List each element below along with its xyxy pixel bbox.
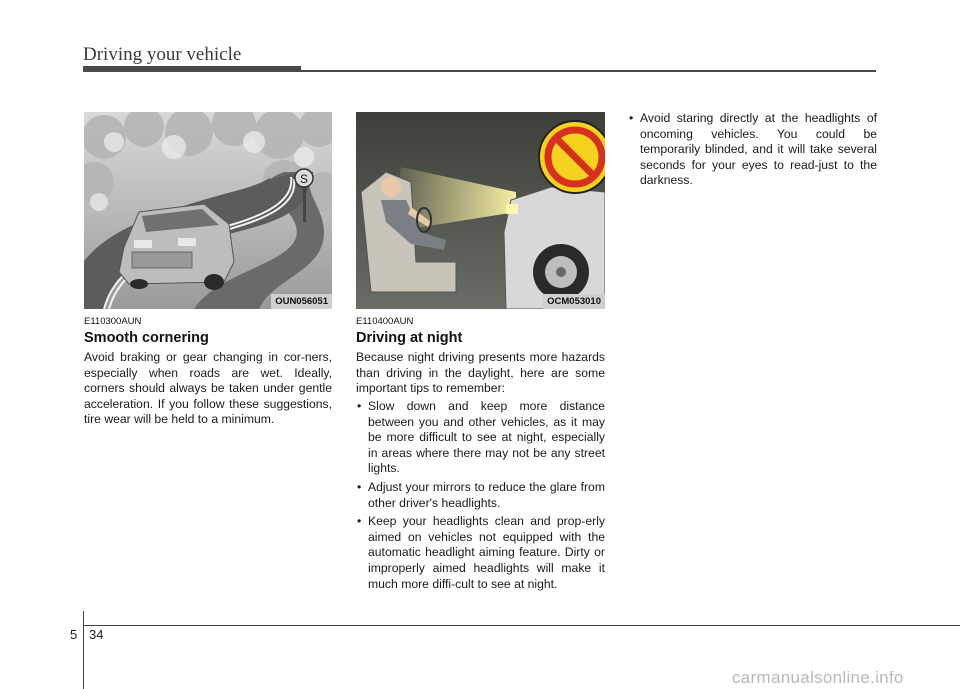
night-driving-illustration: [356, 112, 605, 309]
footer-divider: [83, 611, 84, 689]
cornering-paragraph: Avoid braking or gear changing in cor-ners, especially when roads are wet. Ideally, corners should always be taken under gentle acceleration. If you follow these suggestions, tire wear will be held to a minimum.: [84, 350, 332, 427]
list-item: • Keep your headlights clean and prop-erly aimed on vehicles not equipped with the automatic headlight aiming feature. Dirty or improperly aimed headlights will make it much more diffi-cult to see at night.: [356, 514, 605, 592]
header-rule-thick: [83, 66, 301, 72]
section-code-night: E110400AUN: [356, 316, 414, 327]
chapter-number: 5: [70, 627, 78, 642]
footer-rule: [83, 625, 960, 626]
figure-cornering: [84, 112, 332, 309]
list-item: • Slow down and keep more distance between you and other vehicles, as it may be more difficult to see at night, especially in areas where there may not be any street lights.: [356, 399, 605, 477]
list-item: • Adjust your mirrors to reduce the glare from other driver's headlights.: [356, 480, 605, 511]
list-item: • Avoid staring directly at the headlights of oncoming vehicles. You could be temporarily blinded, and it will take several seconds for your eyes to read-just to the darkness.: [628, 111, 877, 189]
night-tips-list: [356, 399, 605, 595]
site-watermark: carmanualsonline.info: [732, 668, 904, 687]
figure-night-driving: [356, 112, 605, 309]
figure-caption: OCM053010: [543, 294, 605, 309]
night-intro-paragraph: Because night driving presents more hazards than driving in the daylight, here are some important tips to remember:: [356, 350, 605, 396]
section-code-cornering: E110300AUN: [84, 316, 142, 327]
night-tips-list-continued: [628, 111, 877, 192]
svg-text:S: S: [299, 172, 309, 186]
page-header-title: Driving your vehicle: [83, 44, 242, 65]
figure-caption: OUN056051: [271, 294, 332, 309]
header-rule-thin: [301, 70, 876, 72]
cornering-illustration: [84, 112, 332, 309]
heading-driving-at-night: Driving at night: [356, 330, 463, 346]
heading-smooth-cornering: Smooth cornering: [84, 330, 209, 346]
page-number: 34: [89, 627, 104, 642]
